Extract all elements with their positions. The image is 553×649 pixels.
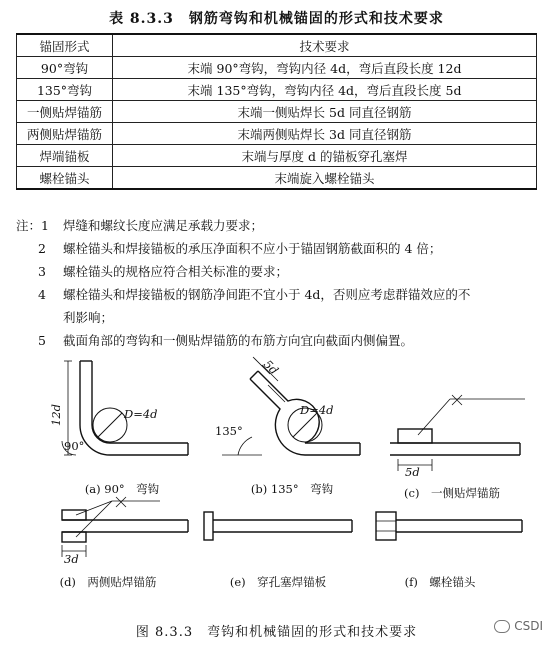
- note-item: [16, 260, 546, 283]
- note-item: [16, 237, 546, 260]
- watermark: [494, 619, 543, 633]
- note-text: 利影响；: [63, 310, 114, 325]
- caption-b: (b) 135° 弯钩: [250, 482, 334, 496]
- watermark-text: CSDI: [514, 619, 543, 633]
- note-item: [16, 283, 546, 306]
- one-side-weld-drawing: [390, 395, 525, 471]
- note-num: 5: [38, 333, 46, 348]
- note-num: 2: [38, 241, 46, 256]
- note-text: 焊缝和螺纹长度应满足承载力要求；: [63, 218, 264, 233]
- hook-135-drawing: [222, 357, 360, 455]
- note-item: [16, 214, 546, 237]
- cell-anchor-type: 135°弯钩: [17, 79, 113, 101]
- notes-list: [16, 214, 546, 352]
- note-item: [16, 329, 546, 352]
- cell-anchor-type: 一侧贴焊锚筋: [17, 101, 113, 123]
- notes-prefix: 注：: [16, 218, 42, 233]
- caption-c: (c) 一侧贴焊锚筋: [404, 486, 500, 500]
- cell-anchor-type: 90°弯钩: [17, 57, 113, 79]
- caption-d: (d) 两侧贴焊锚筋: [59, 575, 157, 589]
- note-num: 4: [38, 287, 46, 302]
- dim-d4-a: D=4d: [124, 407, 158, 421]
- cell-anchor-type: 两侧贴焊锚筋: [17, 123, 113, 145]
- table-row: [17, 79, 537, 101]
- cell-anchor-type: 螺栓锚头: [17, 167, 113, 190]
- dim-angle-135: 135°: [215, 424, 243, 438]
- cell-requirement: 末端与厚度 d 的锚板穿孔塞焊: [113, 145, 537, 167]
- dim-12d: 12d: [49, 404, 63, 426]
- table-row: [17, 145, 537, 167]
- note-number: [16, 260, 63, 283]
- note-number: [16, 237, 63, 260]
- table-body: [17, 34, 537, 189]
- note-item-continuation: [16, 306, 546, 329]
- cell-requirement: 末端两侧贴焊长 3d 同直径钢筋: [113, 123, 537, 145]
- spec-table: [16, 33, 537, 190]
- header-anchor-type: 锚固形式: [17, 34, 113, 57]
- note-num: 3: [38, 264, 46, 279]
- bolt-head-drawing: [376, 512, 522, 540]
- note-text: 螺栓锚头的规格应符合相关标准的要求；: [63, 264, 289, 279]
- note-indent: [16, 306, 63, 329]
- dim-5d-b: 5d: [260, 357, 282, 378]
- cell-anchor-type: 焊端锚板: [17, 145, 113, 167]
- table-row: [17, 123, 537, 145]
- chat-bubble-icon: [494, 620, 510, 633]
- note-number: [16, 283, 63, 306]
- note-number: [16, 329, 63, 352]
- caption-a: (a) 90° 弯钩: [84, 482, 160, 496]
- table-row: [17, 57, 537, 79]
- dim-d4-b: D=4d: [300, 403, 334, 417]
- table-header-row: [17, 34, 537, 57]
- note-text: 螺栓锚头和焊接锚板的承压净面积不应小于锚固钢筋截面积的 4 倍；: [63, 241, 442, 256]
- plate-weld-drawing: [204, 512, 352, 540]
- note-num: 1: [41, 218, 49, 233]
- note-text: 螺栓锚头和焊接锚板的钢筋净间距不宜小于 4d，否则应考虑群锚效应的不: [63, 287, 471, 302]
- caption-f: (f) 螺栓锚头: [404, 575, 476, 589]
- note-number: [16, 214, 63, 237]
- anchorage-figure: [0, 355, 553, 617]
- header-requirement: 技术要求: [113, 34, 537, 57]
- figure-title: 图 8.3.3 弯钩和机械锚固的形式和技术要求: [135, 625, 418, 640]
- caption-e: (e) 穿孔塞焊锚板: [229, 575, 327, 589]
- cell-requirement: 末端 135°弯钩，弯钩内径 4d，弯后直段长度 5d: [113, 79, 537, 101]
- table-row: [17, 101, 537, 123]
- table-title: 表 8.3.3 钢筋弯钩和机械锚固的形式和技术要求: [109, 11, 444, 27]
- dim-angle-90: 90°: [64, 439, 85, 453]
- cell-requirement: 末端一侧贴焊长 5d 同直径钢筋: [113, 101, 537, 123]
- cell-requirement: 末端 90°弯钩，弯钩内径 4d，弯后直段长度 12d: [113, 57, 537, 79]
- note-text: 截面角部的弯钩和一侧贴焊锚筋的布筋方向宜向截面内侧偏置。: [63, 333, 414, 348]
- dim-5d-c: 5d: [405, 465, 420, 479]
- two-side-weld-drawing: [62, 497, 188, 557]
- dim-3d-d: 3d: [64, 552, 79, 566]
- cell-requirement: 末端旋入螺栓锚头: [113, 167, 537, 190]
- table-row: [17, 167, 537, 190]
